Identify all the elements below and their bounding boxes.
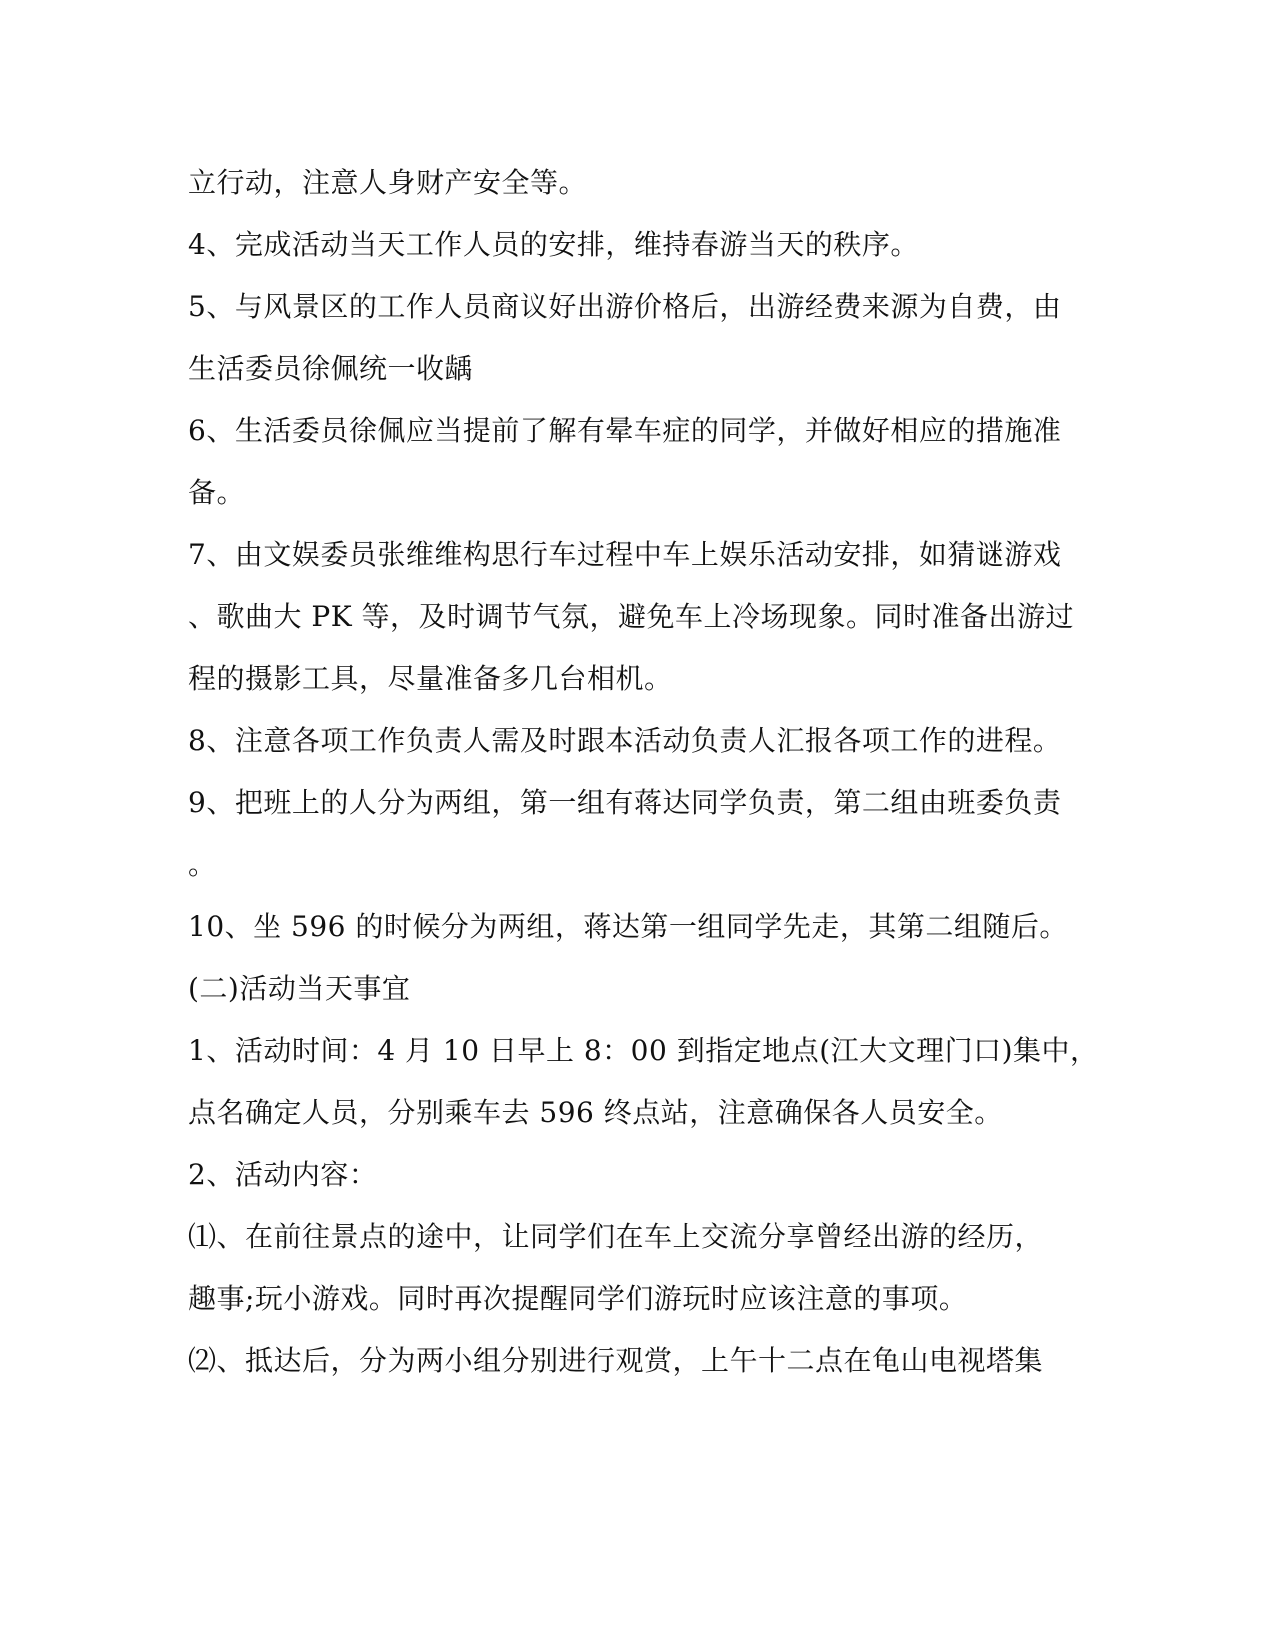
text-line: 备。 <box>188 476 246 509</box>
text-line: 程的摄影工具，尽量准备多几台相机。 <box>188 662 673 695</box>
text-line: 1、活动时间：4 月 10 日早上 8：00 到指定地点(江大文理门口)集中， <box>188 1034 1099 1067</box>
text-line: 7、由文娱委员张维维构思行车过程中车上娱乐活动安排，如猜谜游戏 <box>188 538 1062 571</box>
text-line: 、歌曲大 PK 等，及时调节气氛，避免车上冷场现象。同时准备出游过 <box>188 600 1075 633</box>
text-line: 10、坐 596 的时候分为两组，蒋达第一组同学先走，其第二组随后。 <box>188 910 1068 943</box>
text-line: 2、活动内容： <box>188 1158 378 1191</box>
text-line: 5、与风景区的工作人员商议好出游价格后，出游经费来源为自费，由 <box>188 290 1062 323</box>
text-line: 趣事;玩小游戏。同时再次提醒同学们游玩时应该注意的事项。 <box>188 1282 968 1315</box>
text-line: 9、把班上的人分为两组，第一组有蒋达同学负责，第二组由班委负责 <box>188 786 1062 819</box>
text-line: 点名确定人员，分别乘车去 596 终点站，注意确保各人员安全。 <box>188 1096 1003 1129</box>
text-line: ⑵、抵达后，分为两小组分别进行观赏，上午十二点在龟山电视塔集 <box>188 1344 1044 1377</box>
text-line: 8、注意各项工作负责人需及时跟本活动负责人汇报各项工作的进程。 <box>188 724 1062 757</box>
text-line: 。 <box>188 848 217 881</box>
text-line: 立行动，注意人身财产安全等。 <box>188 166 588 199</box>
text-line: 4、完成活动当天工作人员的安排，维持春游当天的秩序。 <box>188 228 919 261</box>
text-line: ⑴、在前往景点的途中，让同学们在车上交流分享曾经出游的经历， <box>188 1220 1044 1253</box>
text-line: 生活委员徐佩统一收龋 <box>188 352 474 385</box>
text-line: 6、生活委员徐佩应当提前了解有晕车症的同学，并做好相应的措施准 <box>188 414 1062 447</box>
text-line: (二)活动当天事宜 <box>188 972 411 1005</box>
